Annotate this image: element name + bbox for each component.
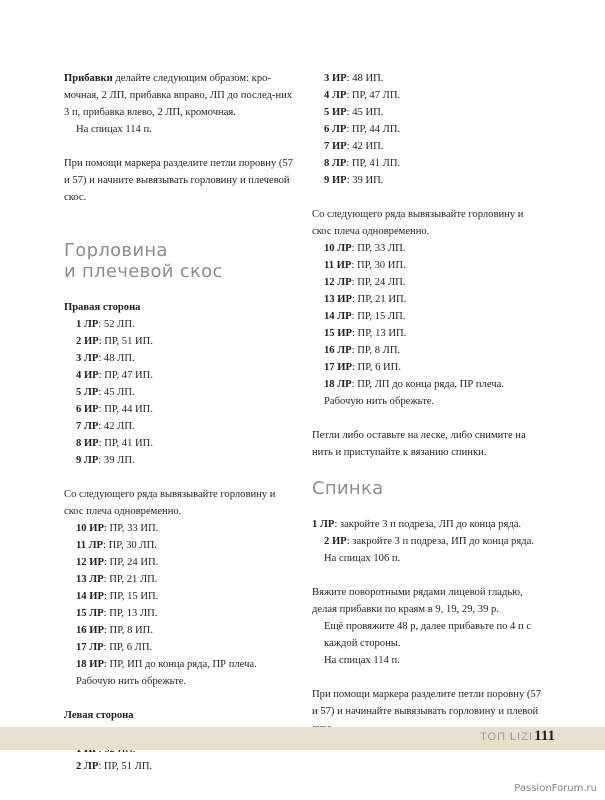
page-number: 111 [534, 728, 555, 744]
cut-thread-note: Рабочую нить обрежьте. [76, 676, 187, 687]
row-instruction: 13 ЛР: ПР, 21 ЛП. [76, 574, 158, 585]
row-instruction: 9 ИР: 39 ИП. [324, 175, 384, 186]
rows-list-2 [64, 520, 296, 673]
knit-48-paragraph: Ещё провяжите 48 р, далее прибавьте по 4 п с каждой стороны. [324, 621, 532, 649]
section-heading-neckline [64, 240, 296, 282]
row-instruction: 5 ЛР: 45 ЛП. [76, 387, 135, 398]
stitch-count: На спицах 114 п. [324, 655, 400, 666]
subheading-right-side: Правая сторона [64, 302, 141, 313]
rows-list [64, 316, 296, 469]
simultaneous-paragraph: Со следующего ряда вывязывайте горловину и скос плеча одновременно. [64, 489, 276, 517]
magazine-name: ТОП LIZI [480, 731, 533, 743]
row-instruction: 2 ЛР: ПР, 51 ЛП. [76, 761, 153, 772]
row-instruction: 11 ЛР: ПР, 30 ЛП. [76, 540, 157, 551]
increases-label: Прибавки [64, 73, 113, 84]
right-column [312, 70, 544, 737]
stitch-count: На спицах 106 п. [324, 553, 401, 564]
row-instruction: 2 ИР: закройте 3 п подреза, ИП до конца ряда. [324, 536, 534, 547]
row-instruction: 3 ЛР: 48 ЛП. [76, 353, 135, 364]
row-instruction: 17 ЛР: ПР, 6 ЛП. [76, 642, 153, 653]
row-instruction: 12 ЛР: ПР, 24 ЛП. [324, 277, 406, 288]
marker-paragraph: При помощи маркера разделите петли поровну (57 и 57) и начинайте вывязывать горловину и плевой [312, 689, 542, 717]
row-instruction: 12 ИР: ПР, 24 ИП. [76, 557, 159, 568]
left-column [64, 70, 296, 775]
row-instruction: 4 ИР: ПР, 47 ИП. [76, 370, 153, 381]
row-instruction: 5 ИР: 45 ИП. [324, 107, 384, 118]
row-instruction: 4 ЛР: ПР, 47 ЛП. [324, 90, 401, 101]
row-instruction: 8 ЛР: ПР, 41 ЛП. [324, 158, 401, 169]
row-instruction: 2 ИР: ПР, 51 ИП. [76, 336, 153, 347]
row-instruction: 11 ИР: ПР, 30 ИП. [324, 260, 406, 271]
row-instruction: 3 ИР: 48 ИП. [324, 73, 384, 84]
simultaneous-paragraph: Со следующего ряда вывязывайте горловину и скос плеча одновременно. [312, 209, 524, 237]
row-instruction: 18 ИР: ПР, ИП до конца ряда, ПР плеча. [76, 659, 257, 670]
row-instruction: 16 ЛР: ПР, 8 ЛП. [324, 345, 401, 356]
marker-paragraph: При помощи маркера разделите петли поровну (57 и 57) и начните вывязывать горловину и плечевой скос. [64, 158, 294, 203]
increases-text: делайте следующим образом: кро-мочная, 2 ЛП, прибавка вправо, ЛП до послед-них 3 п, прибавка влево, 2 ЛП, кромочная. [64, 73, 293, 118]
leave-loops-paragraph: Петли либо оставьте на леске, либо снимите на нить и приступайте к вязанию спинки. [312, 430, 526, 458]
heading-line-2: и плечевой скос [64, 261, 223, 282]
row-instruction: 15 ЛР: ПР, 13 ЛП. [76, 608, 158, 619]
stitch-count: На спицах 114 п. [76, 124, 152, 135]
row-instruction: 10 ЛР: ПР, 33 ЛП. [324, 243, 406, 254]
row-instruction: 6 ИР: ПР, 44 ИП. [76, 404, 153, 415]
row-instruction: 9 ЛР: 39 ЛП. [76, 455, 135, 466]
subheading-left-side: Левая сторона [64, 710, 134, 721]
row-instruction: 15 ИР: ПР, 13 ИП. [324, 328, 407, 339]
heading-line-1: Горловина [64, 240, 168, 261]
section-heading-back: Спинка [312, 478, 384, 499]
knit-rows-paragraph: Вяжите поворотными рядами лицевой гладью, делая прибавки по краям в 9, 19, 29, 39 р. [312, 587, 523, 615]
row-instruction: 8 ИР: ПР, 41 ИП. [76, 438, 153, 449]
rows-list-4 [312, 240, 544, 393]
row-instruction: 1 ЛР: закройте 3 п подреза, ЛП до конца ряда. [312, 519, 522, 530]
row-instruction: 1 ЛР: 52 ЛП. [76, 319, 135, 330]
row-instruction: 17 ИР: ПР, 6 ИП. [324, 362, 401, 373]
row-instruction: 10 ИР: ПР, 33 ИП. [76, 523, 159, 534]
increases-paragraph [64, 70, 296, 121]
row-instruction: 7 ЛР: 42 ЛП. [76, 421, 135, 432]
rows-list-3 [312, 70, 544, 189]
cut-thread-note: Рабочую нить обрежьте. [324, 396, 435, 407]
row-instruction: 14 ЛР: ПР, 15 ЛП. [324, 311, 406, 322]
row-instruction: 18 ЛР: ПР, ЛП до конца ряда, ПР плеча. [324, 379, 504, 390]
row-instruction: 13 ИР: ПР, 21 ИП. [324, 294, 407, 305]
row-instruction: 7 ИР: 42 ИП. [324, 141, 384, 152]
row-instruction: 14 ИР: ПР, 15 ИП. [76, 591, 159, 602]
row-instruction: 6 ЛР: ПР, 44 ЛП. [324, 124, 401, 135]
row-instruction: 16 ИР: ПР, 8 ИП. [76, 625, 153, 636]
watermark: PassionForum.ru [514, 783, 597, 794]
